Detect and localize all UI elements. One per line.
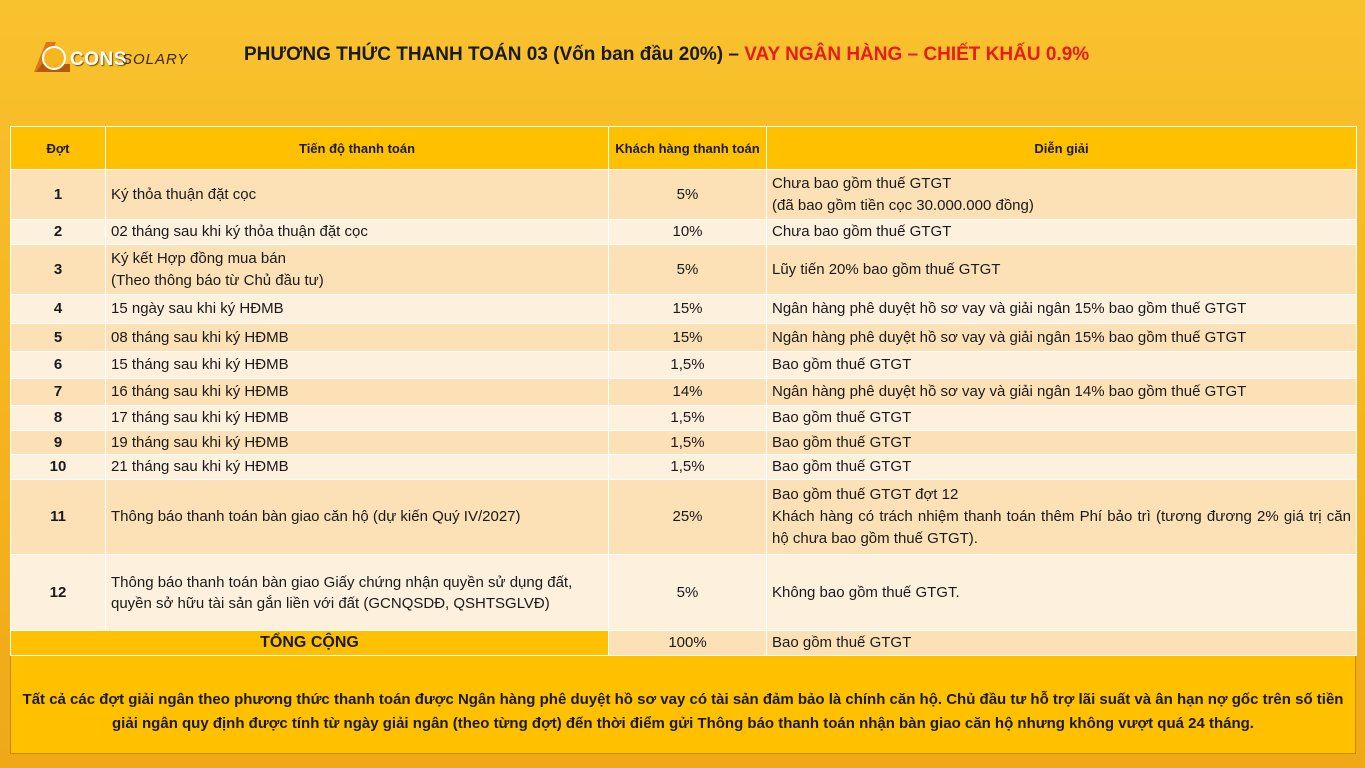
table-row (11, 406, 1357, 431)
cell-dien-giai: Bao gồm thuế GTGT (767, 406, 1357, 431)
logo-cons-text: CONS (70, 49, 127, 70)
header-khach-hang: Khách hàng thanh toán (609, 127, 767, 170)
title-highlight: VAY NGÂN HÀNG – CHIẾT KHẤU 0.9% (744, 44, 1090, 65)
total-label: TỔNG CỘNG (11, 631, 609, 656)
cell-dot: 12 (11, 555, 106, 631)
table-row (11, 379, 1357, 406)
table-row (11, 245, 1357, 295)
dien-giai-line: Khách hàng có trách nhiệm thanh toán thêm Phí bảo trì (tương đương 2% giá trị căn hộ chưa bao gồm thuế GTGT). (772, 508, 1351, 547)
page-title (244, 44, 1089, 66)
cell-dot: 9 (11, 431, 106, 455)
cell-pct: 5% (609, 245, 767, 295)
cell-tien-do: 21 tháng sau khi ký HĐMB (106, 455, 609, 480)
cell-dot: 7 (11, 379, 106, 406)
cell-tien-do: Thông báo thanh toán bàn giao căn hộ (dự kiến Quý IV/2027) (106, 480, 609, 555)
dien-giai-line: Bao gồm thuế GTGT đợt 12 (772, 486, 959, 503)
table-row (11, 220, 1357, 245)
dien-giai-line: (đã bao gồm tiền cọc 30.000.000 đồng) (772, 196, 1034, 214)
cell-tien-do (106, 245, 609, 295)
cell-pct: 1,5% (609, 431, 767, 455)
cell-pct: 5% (609, 170, 767, 220)
cell-pct: 1,5% (609, 352, 767, 379)
tien-do-line: (Theo thông báo từ Chủ đầu tư) (111, 271, 324, 289)
cell-pct: 14% (609, 379, 767, 406)
header-dot: Đợt (11, 127, 106, 170)
total-pct: 100% (609, 631, 767, 656)
cell-dien-giai (767, 170, 1357, 220)
cell-dot: 6 (11, 352, 106, 379)
cell-pct: 15% (609, 324, 767, 352)
cell-dien-giai: Chưa bao gồm thuế GTGT (767, 220, 1357, 245)
cell-tien-do: 15 ngày sau khi ký HĐMB (106, 295, 609, 324)
dien-giai-line: Chưa bao gồm thuế GTGT (772, 174, 952, 192)
table-row (11, 555, 1357, 631)
table-row (11, 295, 1357, 324)
cell-dien-giai: Ngân hàng phê duyệt hồ sơ vay và giải ngân 14% bao gồm thuế GTGT (767, 379, 1357, 406)
header-tien-do: Tiến độ thanh toán (106, 127, 609, 170)
cell-tien-do: 15 tháng sau khi ký HĐMB (106, 352, 609, 379)
cell-dot: 4 (11, 295, 106, 324)
cell-tien-do: 02 tháng sau khi ký thỏa thuận đặt cọc (106, 220, 609, 245)
cell-dot: 2 (11, 220, 106, 245)
cell-dot: 8 (11, 406, 106, 431)
cell-pct: 15% (609, 295, 767, 324)
cell-pct: 5% (609, 555, 767, 631)
cell-tien-do: Ký thỏa thuận đặt cọc (106, 170, 609, 220)
cell-tien-do: 19 tháng sau khi ký HĐMB (106, 431, 609, 455)
brand-logo (30, 38, 200, 76)
cell-dot: 11 (11, 480, 106, 555)
cell-tien-do: 08 tháng sau khi ký HĐMB (106, 324, 609, 352)
logo-mark-icon (30, 38, 74, 76)
footnote: Tất cả các đợt giải ngân theo phương thức thanh toán được Ngân hàng phê duyệt hồ sơ vay có tài sản đảm bảo là chính căn hộ. Chủ đầu tư hỗ trợ lãi suất và ân hạn nợ gốc trên số tiền giải ngân quy định được tính từ ngày giải ngân (theo từng đợt) đến thời điểm gửi Thông báo thanh toán nhận bàn giao căn hộ nhưng không vượt quá 24 tháng. (11, 656, 1355, 753)
cell-dien-giai (767, 480, 1357, 555)
cell-dot: 3 (11, 245, 106, 295)
total-dien-giai: Bao gồm thuế GTGT (767, 631, 1357, 656)
cell-tien-do: Thông báo thanh toán bàn giao Giấy chứng nhận quyền sử dụng đất, quyền sở hữu tài sản gắn liền với đất (GCNQSDĐ, QSHTSGLVĐ) (106, 555, 609, 631)
table-header-row (11, 127, 1357, 170)
cell-tien-do: 16 tháng sau khi ký HĐMB (106, 379, 609, 406)
table-row (11, 352, 1357, 379)
table-row (11, 170, 1357, 220)
total-row (11, 631, 1357, 656)
tien-do-line: Ký kết Hợp đồng mua bán (111, 249, 286, 267)
table-row (11, 431, 1357, 455)
cell-pct: 10% (609, 220, 767, 245)
cell-dien-giai: Ngân hàng phê duyệt hồ sơ vay và giải ngân 15% bao gồm thuế GTGT (767, 295, 1357, 324)
cell-dien-giai: Bao gồm thuế GTGT (767, 455, 1357, 480)
cell-dot: 1 (11, 170, 106, 220)
table-row (11, 480, 1357, 555)
payment-schedule-table (10, 126, 1357, 656)
cell-dien-giai: Lũy tiến 20% bao gồm thuế GTGT (767, 245, 1357, 295)
cell-dien-giai: Bao gồm thuế GTGT (767, 431, 1357, 455)
title-main: PHƯƠNG THỨC THANH TOÁN 03 (Vốn ban đầu 20%) – (244, 44, 745, 65)
cell-dien-giai: Không bao gồm thuế GTGT. (767, 555, 1357, 631)
cell-tien-do: 17 tháng sau khi ký HĐMB (106, 406, 609, 431)
cell-pct: 1,5% (609, 406, 767, 431)
table-row (11, 455, 1357, 480)
header-dien-giai: Diễn giải (767, 127, 1357, 170)
logo-solary-text: SOLARY (122, 51, 189, 68)
cell-pct: 1,5% (609, 455, 767, 480)
cell-dot: 5 (11, 324, 106, 352)
cell-dot: 10 (11, 455, 106, 480)
cell-dien-giai: Ngân hàng phê duyệt hồ sơ vay và giải ngân 15% bao gồm thuế GTGT (767, 324, 1357, 352)
table-row (11, 324, 1357, 352)
cell-dien-giai: Bao gồm thuế GTGT (767, 352, 1357, 379)
cell-pct: 25% (609, 480, 767, 555)
